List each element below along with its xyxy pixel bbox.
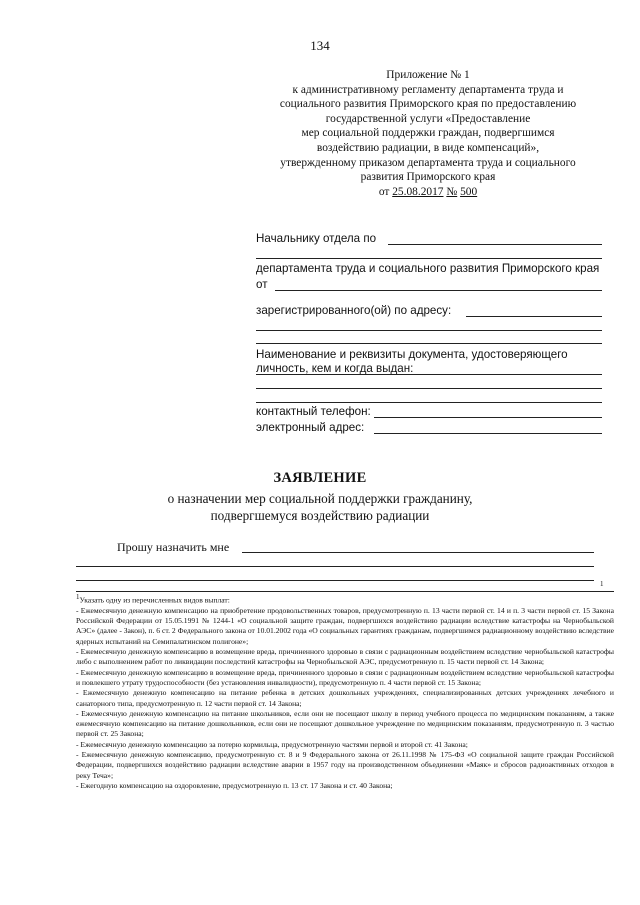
from-label: от <box>256 278 268 291</box>
registered-label: зарегистрированного(ой) по адресу: <box>256 304 452 317</box>
subtitle-line: о назначении мер социальной поддержки гражданину, <box>167 491 473 506</box>
date-prefix: от <box>378 185 390 198</box>
address-field-2[interactable] <box>256 330 602 331</box>
page-number: 134 <box>310 38 330 53</box>
email-field[interactable] <box>374 433 602 434</box>
appendix-line: развития Приморского края <box>360 171 496 184</box>
appendix-line: социального развития Приморского края по предоставлению <box>279 98 577 111</box>
footnote-item: - Ежегодную компенсацию на оздоровление, предусмотренную п. 13 ст. 17 Закона и ст. 40 Закона; <box>76 780 393 790</box>
email-label: электронный адрес: <box>256 421 365 434</box>
number-prefix: № <box>446 185 458 198</box>
appendix-line: воздействию радиации, в виде компенсаций», <box>316 141 540 154</box>
request-field-2[interactable] <box>76 566 594 567</box>
department-label: департамента труда и социального развития Приморского края <box>256 262 600 275</box>
id-doc-field[interactable] <box>256 374 602 375</box>
footnote-item: - Ежемесячную денежную компенсацию в возмещение вреда, причиненного здоровью в связи с радиационным воздействием вследствие чернобыльской катастрофы либо с выполнением работ по ликвидации последствий катастрофы на Чернобыльской АЭС, предусмотренную п. 15 части первой ст. 14 Закона; <box>76 647 614 667</box>
id-doc-label: Наименование и реквизиты документа, удостоверяющего <box>256 348 568 361</box>
phone-field[interactable] <box>374 417 602 418</box>
id-doc-field-2[interactable] <box>256 388 602 389</box>
footnote-intro: $^1$Указать одну из перечисленных видов выплат: <box>76 593 230 605</box>
request-field-3[interactable] <box>76 580 594 581</box>
footnote-item: - Ежемесячную денежную компенсацию в возмещение вреда, причиненного здоровью в связи с радиационным воздействием вследствие чернобыльской катастрофы и повлекшего утрату трудоспособности (без установления инвалидности), предусмотренную п. 4 части первой ст. 15 Закона; <box>76 667 614 687</box>
footnote-item: - Ежемесячную денежную компенсацию на приобретение продовольственных товаров, предусмотренную п. 13 части первой ст. 14 и п. 3 части первой ст. 15 Закона Российской Федерации от 15.05.1991 № 1244-1 «О социальной защите граждан, подвергшихся воздействию радиации вследствие катастрофы на Чернобыльской АЭС» (далее - Закон), п. 6 ст. 2 Федерального закона от 10.01.2002 года «О социальных гарантиях гражданам, подвергшимся радиационному воздействию вследствие ядерных испытаний на Семипалатинском полигоне»; <box>76 605 615 646</box>
id-doc-field-3[interactable] <box>256 402 602 403</box>
to-head-label: Начальнику отдела по <box>256 232 377 245</box>
to-head-field[interactable] <box>388 244 602 245</box>
footnotes <box>76 592 614 791</box>
appendix-header <box>238 68 618 199</box>
footnote-item: - Ежемесячную денежную компенсацию, предусмотренную ст. 8 и 9 Федерального закона от 26.11.1998 № 175-ФЗ «О социальной защите граждан Российской Федерации, подвергшихся воздействию радиации вследствие аварии в 1957 году на производственном объединении «Маяк» и сбросов радиоактивных отходов в реку Теча»; <box>76 749 614 780</box>
appendix-line: государственной услуги «Предоставление <box>325 112 531 125</box>
phone-label: контактный телефон: <box>256 405 371 418</box>
appendix-line: утвержденному приказом департамента труда и социального <box>280 156 576 169</box>
footnote-number: 1 <box>76 593 80 601</box>
request-label: Прошу назначить мне <box>117 540 230 554</box>
address-field-3[interactable] <box>256 343 602 344</box>
from-field[interactable] <box>275 290 602 291</box>
order-number: 500 <box>460 185 478 198</box>
footnote-reference: 1 <box>600 580 604 588</box>
appendix-line: к административному регламенту департамента труда и <box>292 83 564 96</box>
address-field[interactable] <box>466 316 602 317</box>
footnote-item: - Ежемесячную денежную компенсацию за потерю кормильца, предусмотренную частями первой и второй ст. 41 Закона; <box>76 739 468 749</box>
document-title: ЗАЯВЛЕНИЕ <box>273 470 367 486</box>
subtitle-line: подвергшемуся воздействию радиации <box>210 508 430 523</box>
document-subtitle <box>80 490 560 524</box>
appendix-title: Приложение № 1 <box>386 69 470 81</box>
request-field[interactable] <box>242 552 594 553</box>
footnote-item: - Ежемесячную денежную компенсацию на питание ребенка в детских дошкольных учреждениях, специализированных детских учреждениях лечебного и санаторного типа, предусмотренную п. 12 части первой ст. 14 Закона; <box>76 688 614 708</box>
id-doc-label-2: личность, кем и когда выдан: <box>256 362 414 375</box>
order-date: 25.08.2017 <box>392 185 444 198</box>
appendix-date-line <box>238 185 618 200</box>
department-field[interactable] <box>256 258 602 259</box>
appendix-line: мер социальной поддержки граждан, подвергшимся <box>301 127 555 140</box>
footnote-item: - Ежемесячную денежную компенсацию на питание школьников, если они не посещают школу в период учебного процесса по медицинским показаниям, а также ежемесячную компенсацию на питание дошкольников, если они не посещают дошкольное учреждение по медицинским показаниям, предусмотренную п. 3 частью первой ст. 25 Закона; <box>76 708 614 739</box>
